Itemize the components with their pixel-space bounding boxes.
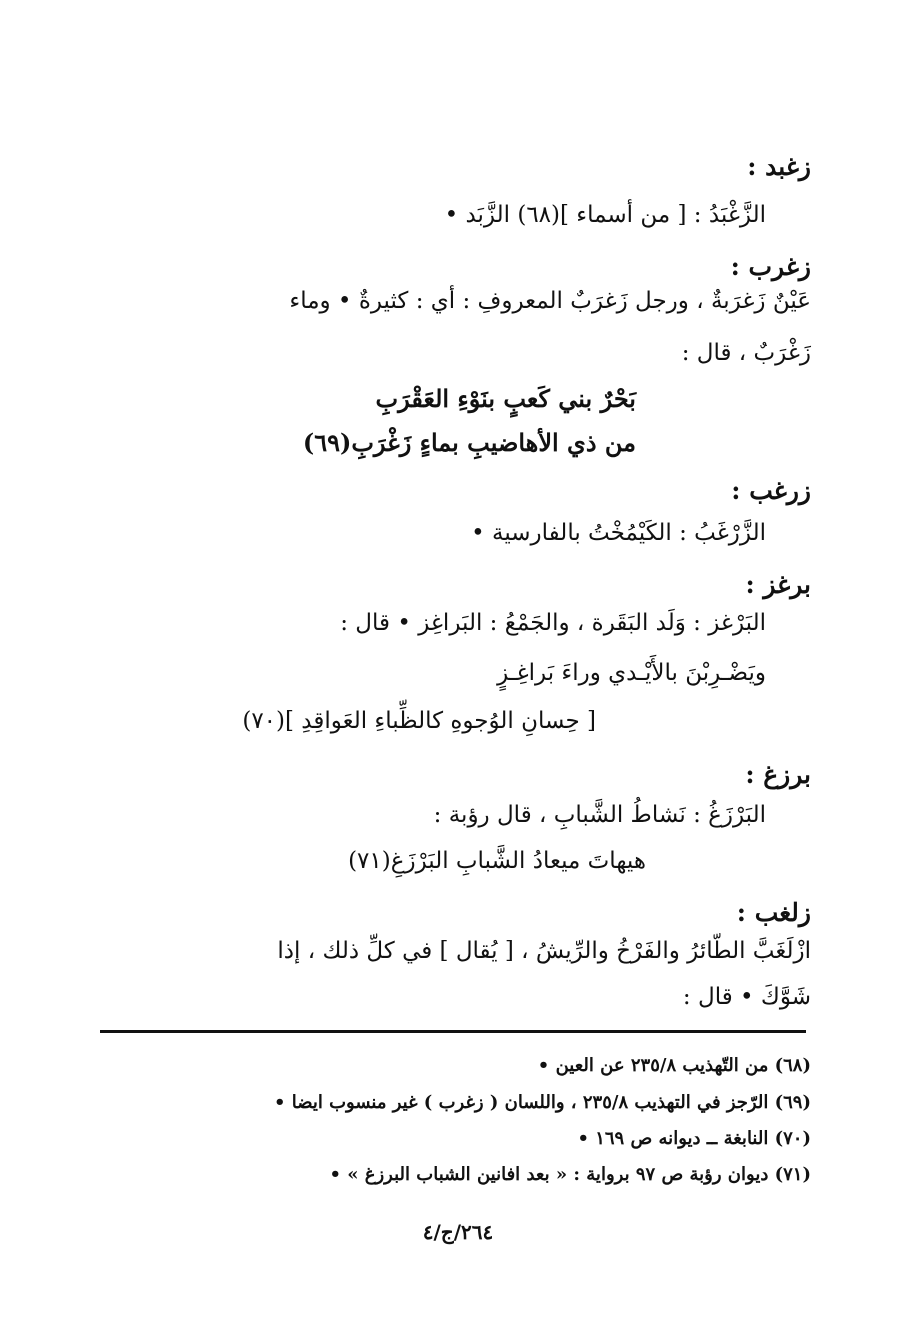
headword: زغبد : (747, 152, 811, 181)
verse-line: هيهاتَ ميعادُ الشَّبابِ البَرْزَغِ(٧١) (348, 848, 646, 874)
footnote-divider (100, 1030, 806, 1033)
definition-line: شَوَّكَ • قال : (682, 984, 811, 1010)
definition-line: عَيْنٌ زَغرَبةٌ ، ورجل زَغرَبٌ المعروفِ : أي : كثيرةٌ • وماء (289, 288, 811, 314)
definition-line: الزَّرْغَبُ : الكَيْمُخْتُ بالفارسية • (471, 520, 766, 546)
footnote: (٧١) ديوان رؤبة ص ٩٧ برواية : « بعد افانين الشباب البرزغ » • (329, 1164, 811, 1185)
headword: برزغ : (745, 760, 811, 789)
headword: زلغب : (736, 898, 811, 927)
footnote: (٧٠) النابغة ــ ديوانه ص ١٦٩ • (577, 1128, 811, 1149)
definition-line: البَرْغز : وَلَد البَقَرة ، والجَمْعُ : البَراغِز • قال : (340, 610, 766, 636)
headword: زرغب : (731, 476, 811, 505)
page-number: ٢٦٤/ج/٤ (422, 1220, 494, 1244)
headword: برغز : (745, 570, 811, 599)
headword: زغرب : (730, 252, 811, 281)
definition-line: البَرْزَغُ : نَشاطُ الشَّبابِ ، قال رؤبة : (433, 802, 766, 828)
footnote: (٦٨) من التّهذيب ٢٣٥/٨ عن العين • (537, 1055, 811, 1076)
footnote: (٦٩) الرّجز في التهذيب ٢٣٥/٨ ، واللسان ( زغرب ) غير منسوب ايضا • (273, 1092, 811, 1113)
verse-line: ويَضْـرِبْنَ بالأَيْـدي وراءَ بَراغِـزٍ (497, 660, 766, 686)
definition-line: زَغْرَبٌ ، قال : (681, 340, 811, 366)
verse-line: من ذي الأهاضيبِ بماءٍ زَغْرَبِ(٦٩) (302, 428, 636, 457)
verse-line: [ حِسانِ الوُجوهِ كالظِّباءِ العَواقِدِ ](٧٠) (242, 708, 596, 734)
definition-line: ازْلَغَبَّ الطّائرُ والفَرْخُ والرِّيشُ ، [ يُقال ] في كلِّ ذلك ، إذا (277, 938, 811, 964)
definition-line: الزَّغْبَدُ : [ من أسماء ](٦٨) الزَّبَد • (444, 202, 766, 228)
verse-line: بَحْرٌ بني كَعبٍ بنَوْءِ العَقْرَبِ (375, 384, 636, 413)
